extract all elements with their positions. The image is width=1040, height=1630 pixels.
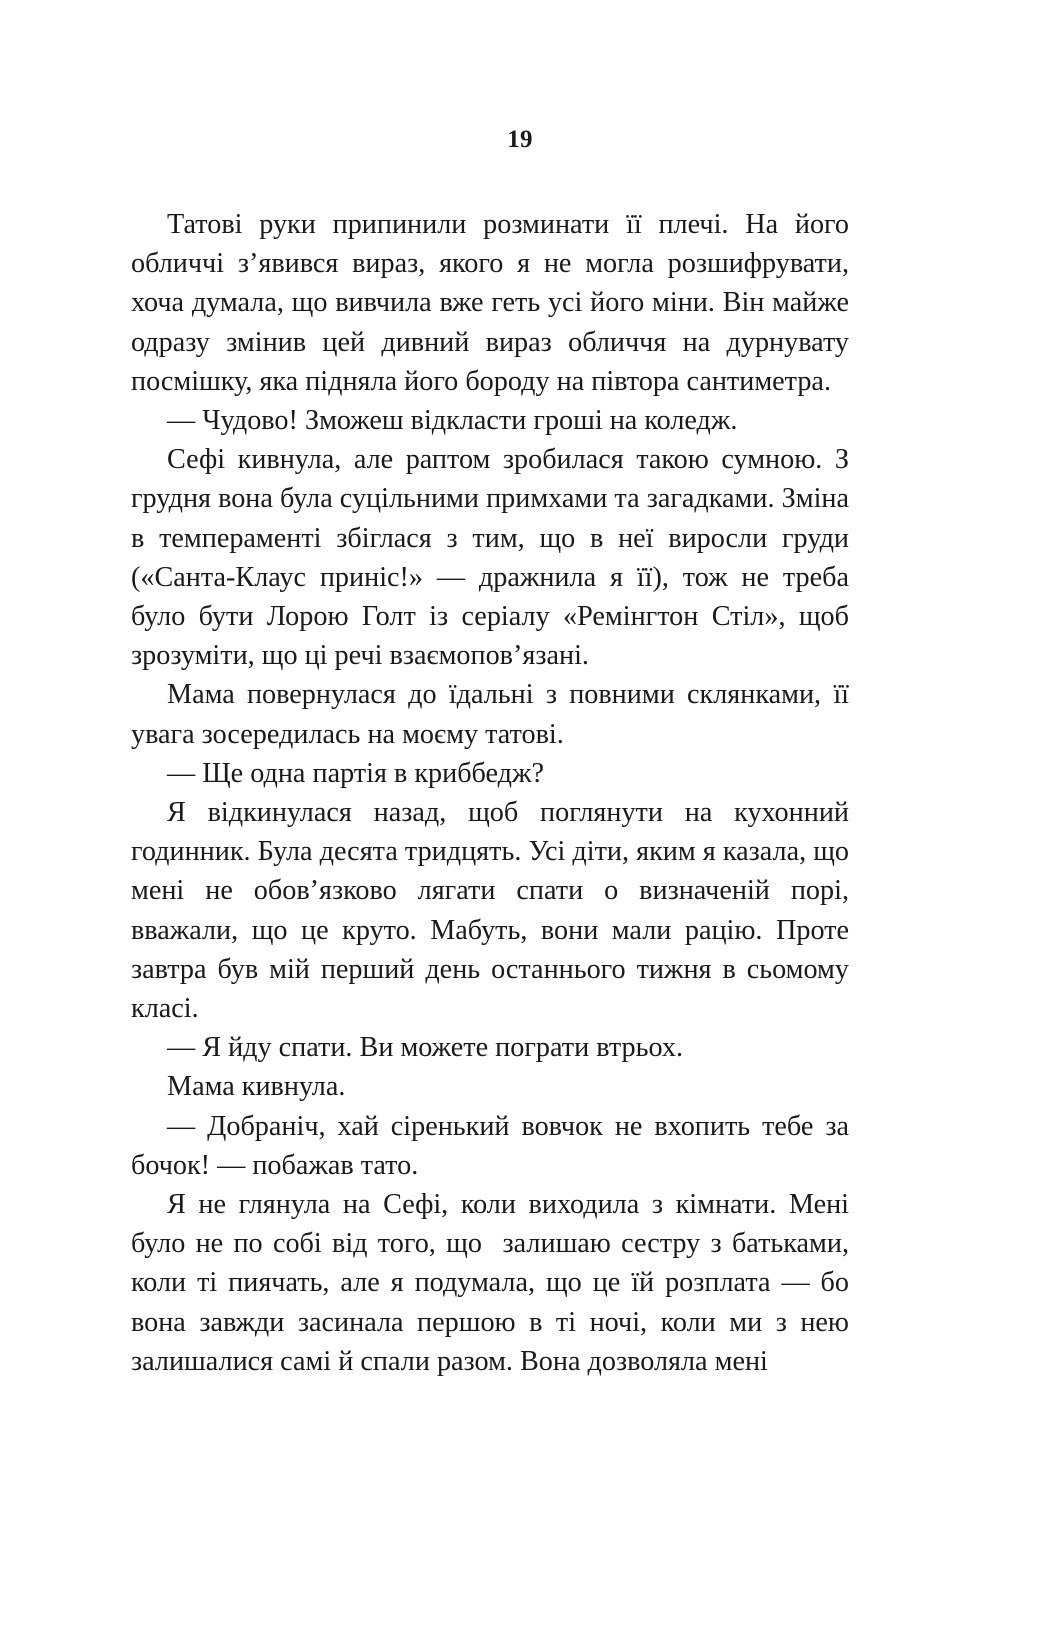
- paragraph: — Ще одна партія в криббедж?: [167, 757, 544, 789]
- page-number: 19: [507, 126, 533, 153]
- body-text: [131, 205, 857, 1381]
- paragraph: — Добраніч, хай сіренький вовчок не вхопить тебе за бочок! — побажав тато.: [131, 1110, 857, 1181]
- paragraph: — Я йду спати. Ви можете пограти втрьох.: [167, 1032, 683, 1064]
- paragraph: Я не глянула на Сефі, коли виходила з кімнати. Мені було не по собі від того, що залишаю сестру з батьками, коли ті пиячать, але я подумала, що це їй розплата — бо вона завжди засинала першою в ті ночі, коли ми з нею залишалися самі й спали разом. Вона дозволяла мені: [131, 1189, 857, 1377]
- paragraph: — Чудово! Зможеш відкласти гроші на коледж.: [167, 405, 738, 437]
- paragraph: Мама повернулася до їдальні з повними склянками, її увага зосередилась на моєму татові.: [131, 679, 857, 750]
- paragraph: Сефі кивнула, але раптом зробилася такою сумною. З грудня вона була суцільними примхами та загадками. Зміна в темпераменті збіглася з тим, що в неї виросли груди («Санта-Клаус приніс!» — дражнила я її), тож не треба було бути Лорою Голт із серіалу «Ремінгтон Стіл», щоб зрозуміти, що ці речі взаємопов’язані.: [131, 444, 857, 672]
- paragraph: Я відкинулася назад, щоб поглянути на кухонний годинник. Була десята тридцять. Усі діти, яким я казала, що мені не обов’язково лягати спати о визначеній порі, вважали, що це круто. Мабуть, вони мали рацію. Проте завтра був мій перший день останнього тижня в сьомому класі.: [131, 797, 857, 1025]
- paragraph: Мама кивнула.: [167, 1071, 346, 1103]
- paragraph: Татові руки припинили розминати її плечі. На його обличчі з’явився вираз, якого я не могла розшифрувати, хоча думала, що вивчила вже геть усі його міни. Він майже одразу змінив цей дивний вираз обличчя на дурнувату посмішку, яка підняла його бороду на півтора сантиметра.: [131, 209, 857, 397]
